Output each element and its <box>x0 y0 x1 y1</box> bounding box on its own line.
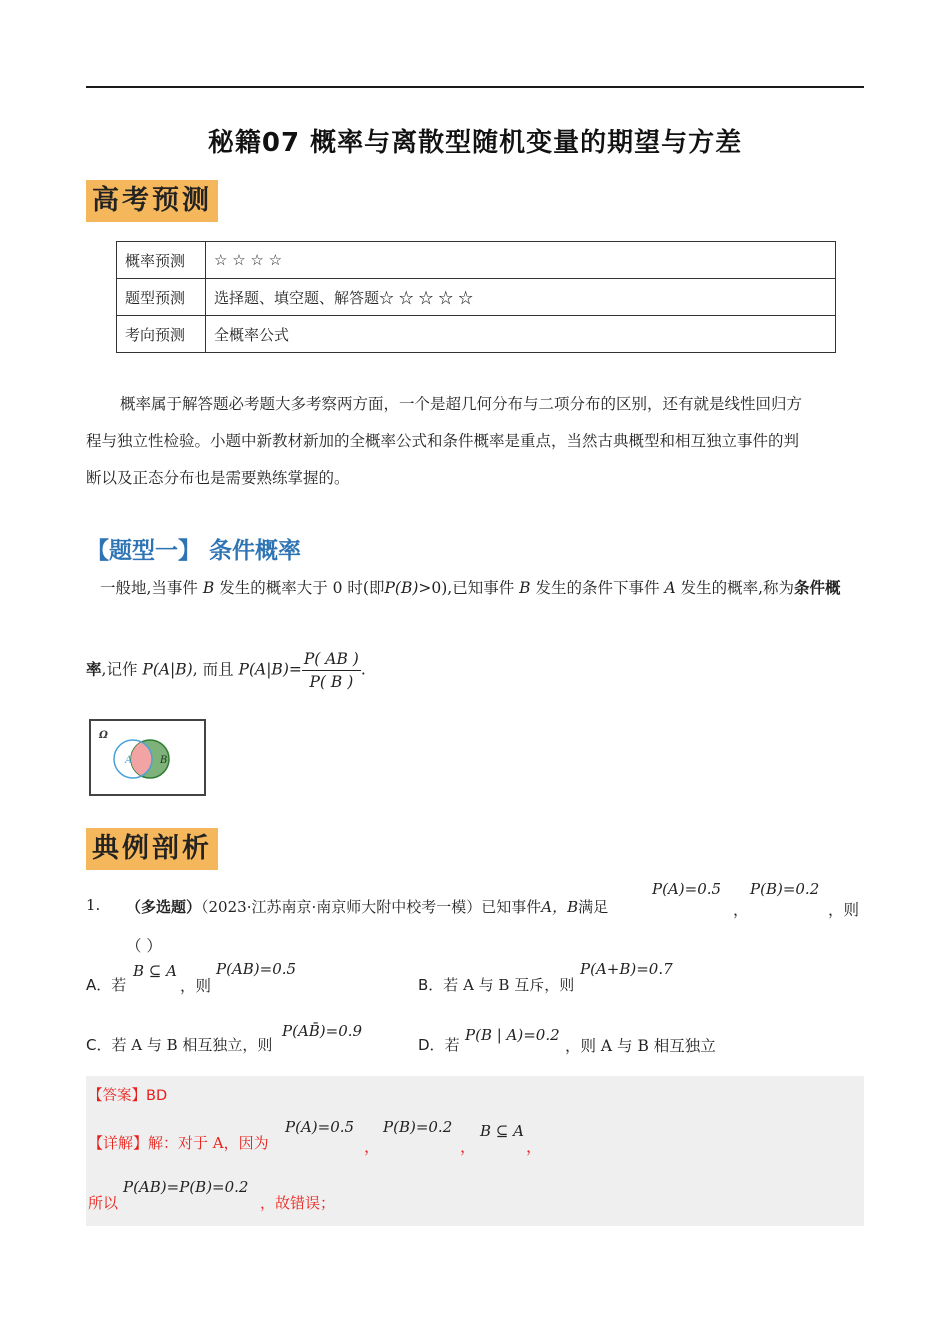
option-c[interactable] <box>86 1034 272 1055</box>
bold-term: 条件概 <box>794 579 841 597</box>
option-a[interactable] <box>86 974 126 995</box>
math-expr: P(B)=0.2 <box>383 1118 453 1136</box>
math-expr: B ⊆ A <box>133 962 177 980</box>
math-expr: P(B | A)=0.2 <box>465 1026 560 1044</box>
venn-label-b: B <box>160 755 168 766</box>
venn-diagram <box>88 718 208 798</box>
math-expr: P(AB̄)=0.9 <box>282 1022 363 1040</box>
text: ， <box>733 901 749 919</box>
page-title: 秘籍07 概率与离散型随机变量的期望与方差 <box>207 128 743 158</box>
banner-dianli-poxi: 典例剖析 <box>86 828 218 870</box>
math-expr: P(A|B) <box>142 660 193 679</box>
text: >0),已知事件 <box>418 579 515 597</box>
text: ,记作 <box>101 660 138 679</box>
text: ，则 <box>828 901 860 919</box>
table-cell-label: 概率预测 <box>117 242 206 279</box>
text: ， <box>460 1137 477 1156</box>
table-row <box>117 279 836 316</box>
math-expr: P(A)=0.5 <box>652 880 722 898</box>
text: 若 A 与 B 互斥，则 <box>443 976 575 994</box>
section-heading: 【题型一】 条件概率 <box>86 538 302 564</box>
math-var: A，B <box>541 898 579 916</box>
prediction-table <box>116 241 836 353</box>
text: 发生的条件下事件 <box>535 579 660 597</box>
text: ，则 A 与 B 相互独立 <box>565 1037 716 1055</box>
intro-line: 概率属于解答题必考题大多考察两方面，一个是超几何分布与二项分布的区别，还有就是线性回归方 <box>120 395 803 413</box>
detail-label: 【详解】 <box>88 1134 149 1152</box>
fraction <box>302 650 361 691</box>
banner-gaokao-yuce: 高考预测 <box>86 180 218 222</box>
math-expr: P(B)=0.2 <box>750 880 820 898</box>
answer-label: 【答案】BD <box>88 1088 168 1104</box>
definition-line-1 <box>100 576 870 598</box>
venn-omega-label: Ω <box>99 730 108 741</box>
text: 若 A 与 B 相互独立，则 <box>111 1036 273 1054</box>
text: , 而且 <box>192 660 234 679</box>
option-b[interactable] <box>418 974 574 995</box>
venn-label-a: A <box>125 755 133 766</box>
question-tag: （多选题） <box>126 898 202 916</box>
table-cell-label: 题型预测 <box>117 279 206 316</box>
math-var: B <box>202 579 215 597</box>
text: （2023·江苏南京·南京师大附中校考一模）已知事件 <box>201 898 542 916</box>
table-cell-value: 全概率公式 <box>206 316 836 353</box>
intro-line: 程与独立性检验。小题中新教材新加的全概率公式和条件概率是重点，当然古典概型和相互独立事件的判 <box>86 432 800 450</box>
math-expr: P(A+B)=0.7 <box>580 960 673 978</box>
math-expr: P(B) <box>384 579 419 597</box>
question-number: 1. <box>86 896 101 914</box>
math-expr: P(A|B) <box>238 660 289 679</box>
table-cell-value: 选择题、填空题、解答题☆ ☆ ☆ ☆ ☆ <box>206 279 836 316</box>
table-row <box>117 316 836 353</box>
header-rule <box>86 86 864 88</box>
math-var: B <box>519 579 531 597</box>
intro-paragraph <box>86 386 864 497</box>
table-row <box>117 242 836 279</box>
intro-line: 断以及正态分布也是需要熟练掌握的。 <box>86 469 350 487</box>
bold-term: 率 <box>86 660 102 679</box>
text: ，故错误； <box>260 1194 336 1212</box>
text: ，则 <box>180 977 212 995</box>
text: . <box>360 660 366 679</box>
option-letter: B． <box>418 976 444 994</box>
math-expr: P(A)=0.5 <box>285 1118 355 1136</box>
text: ， <box>526 1137 543 1156</box>
text: 所以 <box>88 1194 119 1212</box>
math-var: A <box>664 579 676 597</box>
text: 若 <box>444 1036 460 1054</box>
table-cell-value: ☆ ☆ ☆ ☆ <box>206 242 836 279</box>
text: 满足 <box>578 898 609 916</box>
option-letter: D． <box>418 1036 445 1054</box>
text: ， <box>364 1137 381 1156</box>
text: 一般地,当事件 <box>100 579 198 597</box>
text: 解：对于 A，因为 <box>148 1134 269 1152</box>
option-letter: A． <box>86 976 112 994</box>
option-letter: C． <box>86 1036 112 1054</box>
text: 发生的概率大于 0 时(即 <box>219 579 385 597</box>
question-paren: （ ） <box>126 937 162 955</box>
numerator: P( AB ) <box>302 650 361 671</box>
math-expr: P(AB)=P(B)=0.2 <box>123 1178 249 1196</box>
table-cell-label: 考向预测 <box>117 316 206 353</box>
definition-line-2 <box>86 650 586 691</box>
text: 若 <box>111 976 127 994</box>
question-stem <box>126 896 866 917</box>
math-expr: P(AB)=0.5 <box>216 960 297 978</box>
answer-detail <box>88 1132 269 1153</box>
denominator: P( B ) <box>309 673 354 691</box>
text: 发生的概率,称为 <box>680 579 795 597</box>
text: = <box>288 660 302 679</box>
option-d[interactable] <box>418 1034 460 1055</box>
math-expr: B ⊆ A <box>480 1122 524 1140</box>
